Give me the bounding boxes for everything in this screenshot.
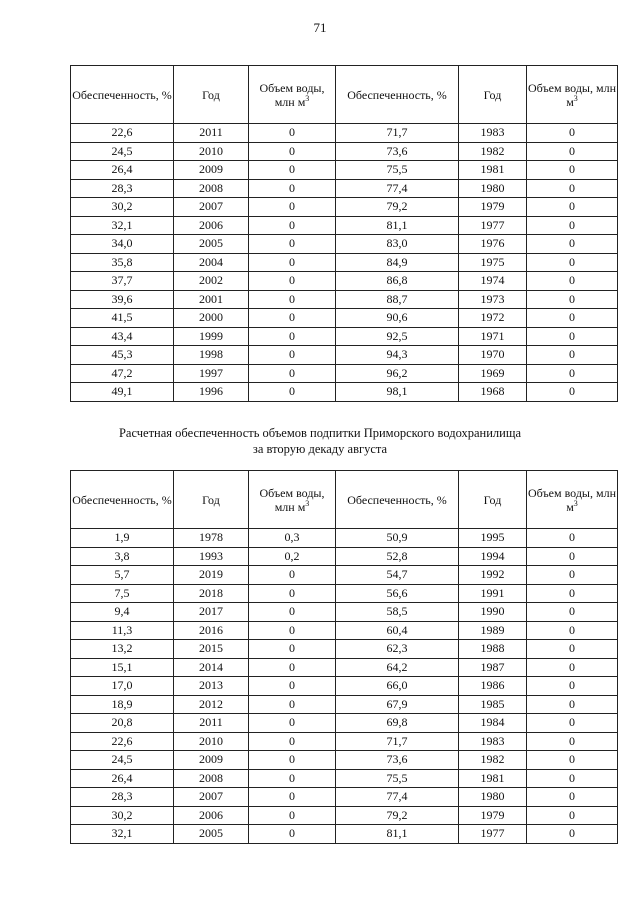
cell-volume: 0	[249, 142, 336, 161]
cell-volume: 0	[527, 272, 618, 291]
cell-volume: 0	[249, 584, 336, 603]
cell-volume: 0,3	[249, 529, 336, 548]
cell-supply: 54,7	[336, 566, 459, 585]
cell-supply: 60,4	[336, 621, 459, 640]
cell-year: 1982	[459, 142, 527, 161]
cell-volume: 0	[249, 216, 336, 235]
cell-volume: 0	[527, 161, 618, 180]
cell-supply: 50,9	[336, 529, 459, 548]
cell-volume: 0	[527, 658, 618, 677]
cell-supply: 41,5	[71, 309, 174, 328]
cell-year: 2001	[174, 290, 249, 309]
table-row	[71, 290, 618, 309]
cell-volume: 0	[249, 825, 336, 844]
header-volume-label: Объем воды, млн м	[527, 80, 616, 109]
cell-volume: 0	[249, 714, 336, 733]
table-row	[71, 566, 618, 585]
cell-supply: 37,7	[71, 272, 174, 291]
header-volume-sup: 3	[305, 498, 310, 508]
cell-year: 1975	[459, 253, 527, 272]
supply-table-2	[70, 470, 618, 844]
cell-supply: 11,3	[71, 621, 174, 640]
cell-year: 2018	[174, 584, 249, 603]
header-volume-label: Объем воды, млн м	[259, 80, 325, 109]
cell-volume: 0	[527, 566, 618, 585]
cell-year: 1984	[459, 714, 527, 733]
cell-year: 2013	[174, 677, 249, 696]
table-row	[71, 788, 618, 807]
cell-supply: 47,2	[71, 364, 174, 383]
cell-supply: 32,1	[71, 216, 174, 235]
table-row	[71, 253, 618, 272]
cell-volume: 0	[527, 383, 618, 402]
cell-supply: 28,3	[71, 788, 174, 807]
cell-volume: 0	[527, 364, 618, 383]
cell-supply: 98,1	[336, 383, 459, 402]
cell-year: 1995	[459, 529, 527, 548]
cell-supply: 62,3	[336, 640, 459, 659]
header-volume	[527, 471, 618, 529]
cell-supply: 32,1	[71, 825, 174, 844]
table-row	[71, 327, 618, 346]
cell-supply: 43,4	[71, 327, 174, 346]
header-supply: Обеспеченность, %	[71, 66, 174, 124]
cell-supply: 77,4	[336, 788, 459, 807]
cell-volume: 0	[527, 788, 618, 807]
cell-year: 1977	[459, 825, 527, 844]
cell-volume: 0	[249, 751, 336, 770]
table-row	[71, 142, 618, 161]
cell-supply: 26,4	[71, 161, 174, 180]
cell-supply: 5,7	[71, 566, 174, 585]
cell-year: 1998	[174, 346, 249, 365]
cell-year: 1993	[174, 547, 249, 566]
cell-year: 1987	[459, 658, 527, 677]
cell-supply: 81,1	[336, 216, 459, 235]
cell-year: 2008	[174, 769, 249, 788]
cell-supply: 79,2	[336, 198, 459, 217]
cell-volume: 0	[527, 253, 618, 272]
cell-supply: 66,0	[336, 677, 459, 696]
cell-supply: 1,9	[71, 529, 174, 548]
cell-supply: 94,3	[336, 346, 459, 365]
cell-supply: 39,6	[71, 290, 174, 309]
cell-supply: 71,7	[336, 732, 459, 751]
cell-year: 1999	[174, 327, 249, 346]
table-body	[71, 124, 618, 402]
cell-year: 2011	[174, 714, 249, 733]
cell-year: 2012	[174, 695, 249, 714]
cell-volume: 0	[527, 714, 618, 733]
cell-year: 2006	[174, 216, 249, 235]
cell-volume: 0	[527, 584, 618, 603]
cell-volume: 0	[527, 290, 618, 309]
header-volume-label: Объем воды, млн м	[259, 485, 325, 514]
cell-supply: 24,5	[71, 751, 174, 770]
cell-year: 1994	[459, 547, 527, 566]
cell-year: 1997	[174, 364, 249, 383]
cell-year: 1970	[459, 346, 527, 365]
cell-supply: 67,9	[336, 695, 459, 714]
table-row	[71, 677, 618, 696]
table-row	[71, 658, 618, 677]
table-row	[71, 179, 618, 198]
cell-volume: 0	[527, 825, 618, 844]
cell-supply: 35,8	[71, 253, 174, 272]
table-row	[71, 235, 618, 254]
cell-volume: 0	[527, 327, 618, 346]
cell-supply: 13,2	[71, 640, 174, 659]
cell-volume: 0	[527, 216, 618, 235]
cell-year: 1982	[459, 751, 527, 770]
cell-volume: 0	[527, 346, 618, 365]
supply-table-1	[70, 65, 618, 402]
header-year: Год	[174, 66, 249, 124]
cell-supply: 24,5	[71, 142, 174, 161]
table-row	[71, 714, 618, 733]
header-volume-sup: 3	[573, 93, 578, 103]
table-row	[71, 529, 618, 548]
cell-volume: 0	[249, 198, 336, 217]
cell-volume: 0	[249, 732, 336, 751]
cell-volume: 0	[527, 695, 618, 714]
page-number: 71	[313, 20, 327, 35]
cell-year: 2004	[174, 253, 249, 272]
cell-supply: 49,1	[71, 383, 174, 402]
cell-volume: 0	[249, 161, 336, 180]
table-row	[71, 161, 618, 180]
cell-year: 1978	[174, 529, 249, 548]
cell-supply: 17,0	[71, 677, 174, 696]
cell-year: 2007	[174, 788, 249, 807]
cell-volume: 0	[249, 383, 336, 402]
cell-volume: 0	[527, 142, 618, 161]
table-row	[71, 383, 618, 402]
cell-supply: 22,6	[71, 124, 174, 143]
cell-supply: 18,9	[71, 695, 174, 714]
table-row	[71, 640, 618, 659]
cell-volume: 0	[527, 769, 618, 788]
header-supply: Обеспеченность, %	[336, 66, 459, 124]
cell-volume: 0	[527, 640, 618, 659]
table-row	[71, 751, 618, 770]
cell-supply: 28,3	[71, 179, 174, 198]
cell-year: 2000	[174, 309, 249, 328]
cell-volume: 0	[249, 327, 336, 346]
header-year: Год	[459, 471, 527, 529]
table-row	[71, 603, 618, 622]
header-volume	[527, 66, 618, 124]
cell-volume: 0	[249, 364, 336, 383]
cell-supply: 3,8	[71, 547, 174, 566]
cell-volume: 0	[527, 621, 618, 640]
header-volume-label: Объем воды, млн м	[527, 485, 616, 514]
cell-supply: 69,8	[336, 714, 459, 733]
header-volume	[249, 471, 336, 529]
header-supply: Обеспеченность, %	[336, 471, 459, 529]
cell-supply: 45,3	[71, 346, 174, 365]
cell-year: 1989	[459, 621, 527, 640]
cell-year: 1980	[459, 788, 527, 807]
cell-volume: 0	[249, 235, 336, 254]
cell-supply: 52,8	[336, 547, 459, 566]
cell-volume: 0	[249, 640, 336, 659]
cell-year: 1981	[459, 769, 527, 788]
table-header-row	[71, 471, 618, 529]
cell-volume: 0	[527, 677, 618, 696]
cell-year: 1971	[459, 327, 527, 346]
cell-volume: 0	[527, 124, 618, 143]
table-row	[71, 806, 618, 825]
cell-supply: 92,5	[336, 327, 459, 346]
cell-volume: 0	[527, 529, 618, 548]
cell-year: 1992	[459, 566, 527, 585]
table-row	[71, 547, 618, 566]
table-row	[71, 584, 618, 603]
cell-year: 2015	[174, 640, 249, 659]
cell-volume: 0	[527, 603, 618, 622]
cell-supply: 83,0	[336, 235, 459, 254]
table-row	[71, 309, 618, 328]
cell-year: 2010	[174, 142, 249, 161]
cell-volume: 0	[249, 695, 336, 714]
cell-year: 1979	[459, 198, 527, 217]
cell-volume: 0	[249, 124, 336, 143]
cell-year: 1973	[459, 290, 527, 309]
cell-volume: 0,2	[249, 547, 336, 566]
caption-line-1: Расчетная обеспеченность объемов подпитки Приморского водохранилища	[118, 426, 522, 440]
header-volume-sup: 3	[305, 93, 310, 103]
table-caption	[0, 425, 640, 457]
cell-supply: 30,2	[71, 198, 174, 217]
cell-volume: 0	[249, 658, 336, 677]
table-row	[71, 732, 618, 751]
cell-supply: 56,6	[336, 584, 459, 603]
cell-year: 1972	[459, 309, 527, 328]
cell-year: 2014	[174, 658, 249, 677]
table-body	[71, 529, 618, 844]
cell-year: 2005	[174, 825, 249, 844]
cell-supply: 9,4	[71, 603, 174, 622]
cell-volume: 0	[249, 806, 336, 825]
cell-volume: 0	[249, 253, 336, 272]
cell-volume: 0	[527, 547, 618, 566]
cell-supply: 71,7	[336, 124, 459, 143]
cell-supply: 75,5	[336, 161, 459, 180]
table-row	[71, 695, 618, 714]
cell-year: 1996	[174, 383, 249, 402]
cell-year: 1988	[459, 640, 527, 659]
cell-year: 2016	[174, 621, 249, 640]
cell-year: 2009	[174, 161, 249, 180]
cell-year: 2019	[174, 566, 249, 585]
cell-year: 1983	[459, 124, 527, 143]
cell-volume: 0	[249, 346, 336, 365]
cell-supply: 64,2	[336, 658, 459, 677]
cell-year: 2009	[174, 751, 249, 770]
cell-supply: 30,2	[71, 806, 174, 825]
table-header-row	[71, 66, 618, 124]
header-year: Год	[459, 66, 527, 124]
cell-year: 2010	[174, 732, 249, 751]
cell-volume: 0	[527, 179, 618, 198]
cell-volume: 0	[249, 603, 336, 622]
cell-volume: 0	[527, 198, 618, 217]
header-year: Год	[174, 471, 249, 529]
cell-volume: 0	[527, 235, 618, 254]
cell-year: 1985	[459, 695, 527, 714]
header-volume-sup: 3	[573, 498, 578, 508]
cell-year: 1976	[459, 235, 527, 254]
cell-volume: 0	[527, 806, 618, 825]
cell-supply: 73,6	[336, 142, 459, 161]
header-supply: Обеспеченность, %	[71, 471, 174, 529]
cell-volume: 0	[527, 751, 618, 770]
table-row	[71, 272, 618, 291]
table-row	[71, 769, 618, 788]
cell-volume: 0	[249, 677, 336, 696]
header-volume	[249, 66, 336, 124]
cell-year: 2007	[174, 198, 249, 217]
cell-year: 1979	[459, 806, 527, 825]
table-row	[71, 198, 618, 217]
cell-supply: 77,4	[336, 179, 459, 198]
cell-year: 2006	[174, 806, 249, 825]
table-row	[71, 364, 618, 383]
cell-volume: 0	[249, 566, 336, 585]
cell-supply: 73,6	[336, 751, 459, 770]
cell-year: 2011	[174, 124, 249, 143]
cell-supply: 22,6	[71, 732, 174, 751]
cell-volume: 0	[249, 290, 336, 309]
cell-supply: 96,2	[336, 364, 459, 383]
cell-volume: 0	[249, 788, 336, 807]
table-row	[71, 216, 618, 235]
caption-line-2: за вторую декаду августа	[252, 442, 388, 456]
cell-year: 1981	[459, 161, 527, 180]
cell-supply: 84,9	[336, 253, 459, 272]
cell-supply: 79,2	[336, 806, 459, 825]
cell-year: 2002	[174, 272, 249, 291]
table-row	[71, 124, 618, 143]
cell-year: 1974	[459, 272, 527, 291]
cell-supply: 86,8	[336, 272, 459, 291]
table-row	[71, 346, 618, 365]
cell-supply: 34,0	[71, 235, 174, 254]
cell-year: 1983	[459, 732, 527, 751]
cell-year: 1986	[459, 677, 527, 696]
cell-supply: 7,5	[71, 584, 174, 603]
cell-volume: 0	[249, 309, 336, 328]
cell-year: 1980	[459, 179, 527, 198]
cell-supply: 81,1	[336, 825, 459, 844]
cell-year: 1969	[459, 364, 527, 383]
table-row	[71, 825, 618, 844]
cell-year: 1990	[459, 603, 527, 622]
cell-supply: 88,7	[336, 290, 459, 309]
cell-supply: 90,6	[336, 309, 459, 328]
cell-volume: 0	[527, 309, 618, 328]
cell-year: 2008	[174, 179, 249, 198]
cell-volume: 0	[249, 621, 336, 640]
cell-supply: 26,4	[71, 769, 174, 788]
cell-year: 2017	[174, 603, 249, 622]
cell-volume: 0	[527, 732, 618, 751]
cell-year: 1977	[459, 216, 527, 235]
cell-year: 2005	[174, 235, 249, 254]
cell-volume: 0	[249, 272, 336, 291]
cell-year: 1991	[459, 584, 527, 603]
table-row	[71, 621, 618, 640]
cell-supply: 20,8	[71, 714, 174, 733]
cell-volume: 0	[249, 179, 336, 198]
cell-supply: 58,5	[336, 603, 459, 622]
cell-supply: 75,5	[336, 769, 459, 788]
cell-supply: 15,1	[71, 658, 174, 677]
cell-volume: 0	[249, 769, 336, 788]
cell-year: 1968	[459, 383, 527, 402]
